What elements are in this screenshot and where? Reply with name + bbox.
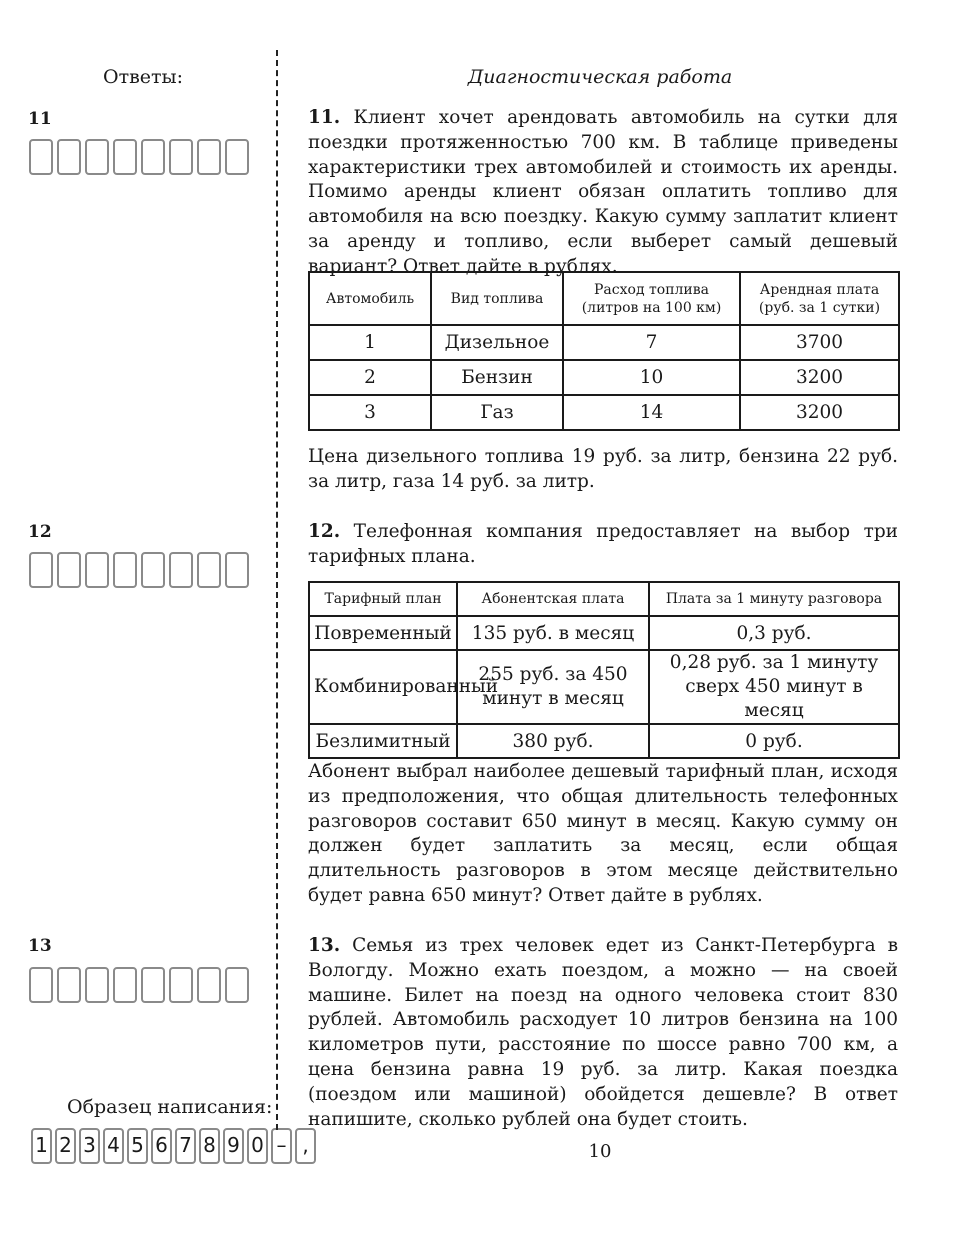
table-header-cell: Расход топлива (литров на 100 км) xyxy=(563,272,740,325)
answer-box[interactable] xyxy=(57,139,81,175)
answer-number-11: 11 xyxy=(28,109,52,129)
table-cell: 3 xyxy=(309,395,431,430)
table-cell: 3700 xyxy=(740,325,899,360)
table-cell: 3200 xyxy=(740,395,899,430)
question-label: 11. xyxy=(308,107,341,128)
page-header: Диагностическая работа xyxy=(467,66,733,88)
sample-char: 3 xyxy=(79,1128,100,1164)
table-cell: Комбинированный xyxy=(309,650,457,724)
answer-box[interactable] xyxy=(85,139,109,175)
answer-boxes-13[interactable] xyxy=(29,967,249,1003)
question-label: 12. xyxy=(308,521,341,542)
cut-line-divider xyxy=(276,50,278,1130)
sample-char: , xyxy=(295,1128,316,1164)
answer-box[interactable] xyxy=(225,139,249,175)
table-cell: 10 xyxy=(563,360,740,395)
sample-char: 2 xyxy=(55,1128,76,1164)
table-cell: 14 xyxy=(563,395,740,430)
table-cell: 0 руб. xyxy=(649,724,899,758)
table-row xyxy=(309,616,899,650)
answer-box[interactable] xyxy=(85,967,109,1003)
answer-box[interactable] xyxy=(29,967,53,1003)
answer-number-13: 13 xyxy=(28,936,52,956)
table-row xyxy=(309,724,899,758)
sample-char: 4 xyxy=(103,1128,124,1164)
answer-boxes-12[interactable] xyxy=(29,552,249,588)
table-header-row xyxy=(309,582,899,616)
answer-box[interactable] xyxy=(169,139,193,175)
cars-table xyxy=(308,271,900,431)
answer-boxes-11[interactable] xyxy=(29,139,249,175)
question-body: Клиент хочет арендовать автомобиль на сутки для поездки протяженностью 700 км. В таблице приведены характеристики трех автомобилей и стоимость их аренды. Помимо аренды клиент обязан оплатить топливо для автомобиля на всю поездку. Какую сумму заплатит клиент за аренду и топливо, если выберет самый дешевый вариант? Ответ дайте в рублях. xyxy=(308,107,898,277)
answer-box[interactable] xyxy=(85,552,109,588)
answer-box[interactable] xyxy=(29,552,53,588)
answer-box[interactable] xyxy=(141,552,165,588)
table-cell: 255 руб. за 450 минут в месяц xyxy=(457,650,649,724)
answer-box[interactable] xyxy=(113,139,137,175)
table-header-cell: Плата за 1 минуту разговора xyxy=(649,582,899,616)
question-12-text xyxy=(308,520,898,570)
sample-label: Образец написания: xyxy=(67,1096,273,1118)
table-cell: 3200 xyxy=(740,360,899,395)
table-header-cell: Вид топлива xyxy=(431,272,563,325)
answer-box[interactable] xyxy=(225,552,249,588)
question-12-continuation: Абонент выбрал наиболее дешевый тарифный план, исходя из предположения, что общая длительность телефонных разговоров составит 650 минут в месяц. Какую сумму он должен будет заплатить за месяц, если общая длительность разговоров в этом месяце действительно будет равна 650 минут? Ответ дайте в рублях. xyxy=(308,761,898,906)
table-cell: 135 руб. в месяц xyxy=(457,616,649,650)
answer-box[interactable] xyxy=(141,139,165,175)
sample-char: 7 xyxy=(175,1128,196,1164)
table-cell: 7 xyxy=(563,325,740,360)
sample-writing-row xyxy=(31,1128,316,1164)
answer-box[interactable] xyxy=(113,552,137,588)
table-header-cell: Тарифный план xyxy=(309,582,457,616)
question-11-fuel-prices: Цена дизельного топлива 19 руб. за литр, бензина 22 руб. за литр, газа 14 руб. за литр. xyxy=(308,446,898,492)
table-cell: Дизельное xyxy=(431,325,563,360)
sample-char: 6 xyxy=(151,1128,172,1164)
question-body: Телефонная компания предоставляет на выбор три тарифных плана. xyxy=(308,521,898,567)
table-row xyxy=(309,650,899,724)
sample-char: 5 xyxy=(127,1128,148,1164)
answer-box[interactable] xyxy=(29,139,53,175)
table-cell: 0,3 руб. xyxy=(649,616,899,650)
table-header-cell: Автомобиль xyxy=(309,272,431,325)
sample-char: 1 xyxy=(31,1128,52,1164)
table-row xyxy=(309,395,899,430)
table-cell: 0,28 руб. за 1 минуту сверх 450 минут в месяц xyxy=(649,650,899,724)
question-11-text xyxy=(308,106,898,280)
table-row xyxy=(309,360,899,395)
table-header-cell: Арендная плата (руб. за 1 сутки) xyxy=(740,272,899,325)
table-row xyxy=(309,325,899,360)
sample-char: 8 xyxy=(199,1128,220,1164)
tariffs-table xyxy=(308,581,900,759)
table-header-row xyxy=(309,272,899,325)
table-cell: Повременный xyxy=(309,616,457,650)
sample-char: 0 xyxy=(247,1128,268,1164)
sample-char: 9 xyxy=(223,1128,244,1164)
answer-box[interactable] xyxy=(57,967,81,1003)
question-body: Семья из трех человек едет из Санкт-Петербурга в Вологду. Можно ехать поездом, а можно — на своей машине. Билет на поезд на одного человека стоит 830 рублей. Автомобиль расходует 10 литров бензина на 100 километров пути, расстояние по шоссе равно 700 км, а цена бензина равна 19 руб. за литр. Какая поездка (поездом или машиной) обойдется дешевле? В ответ напишите, сколько рублей она будет стоить. xyxy=(308,935,898,1130)
table-cell: 380 руб. xyxy=(457,724,649,758)
answer-box[interactable] xyxy=(225,967,249,1003)
table-cell: Газ xyxy=(431,395,563,430)
table-cell: Безлимитный xyxy=(309,724,457,758)
answer-box[interactable] xyxy=(169,967,193,1003)
table-cell: 2 xyxy=(309,360,431,395)
answers-title: Ответы: xyxy=(103,66,184,88)
table-cell: Бензин xyxy=(431,360,563,395)
answer-box[interactable] xyxy=(57,552,81,588)
answer-box[interactable] xyxy=(141,967,165,1003)
table-header-cell: Абонентская плата xyxy=(457,582,649,616)
answer-number-12: 12 xyxy=(28,522,52,542)
question-13-text xyxy=(308,934,898,1132)
answer-box[interactable] xyxy=(113,967,137,1003)
question-label: 13. xyxy=(308,935,341,956)
table-cell: 1 xyxy=(309,325,431,360)
answer-box[interactable] xyxy=(169,552,193,588)
page-number: 10 xyxy=(588,1141,612,1162)
answer-box[interactable] xyxy=(197,552,221,588)
sample-char: – xyxy=(271,1128,292,1164)
answer-box[interactable] xyxy=(197,967,221,1003)
answer-box[interactable] xyxy=(197,139,221,175)
